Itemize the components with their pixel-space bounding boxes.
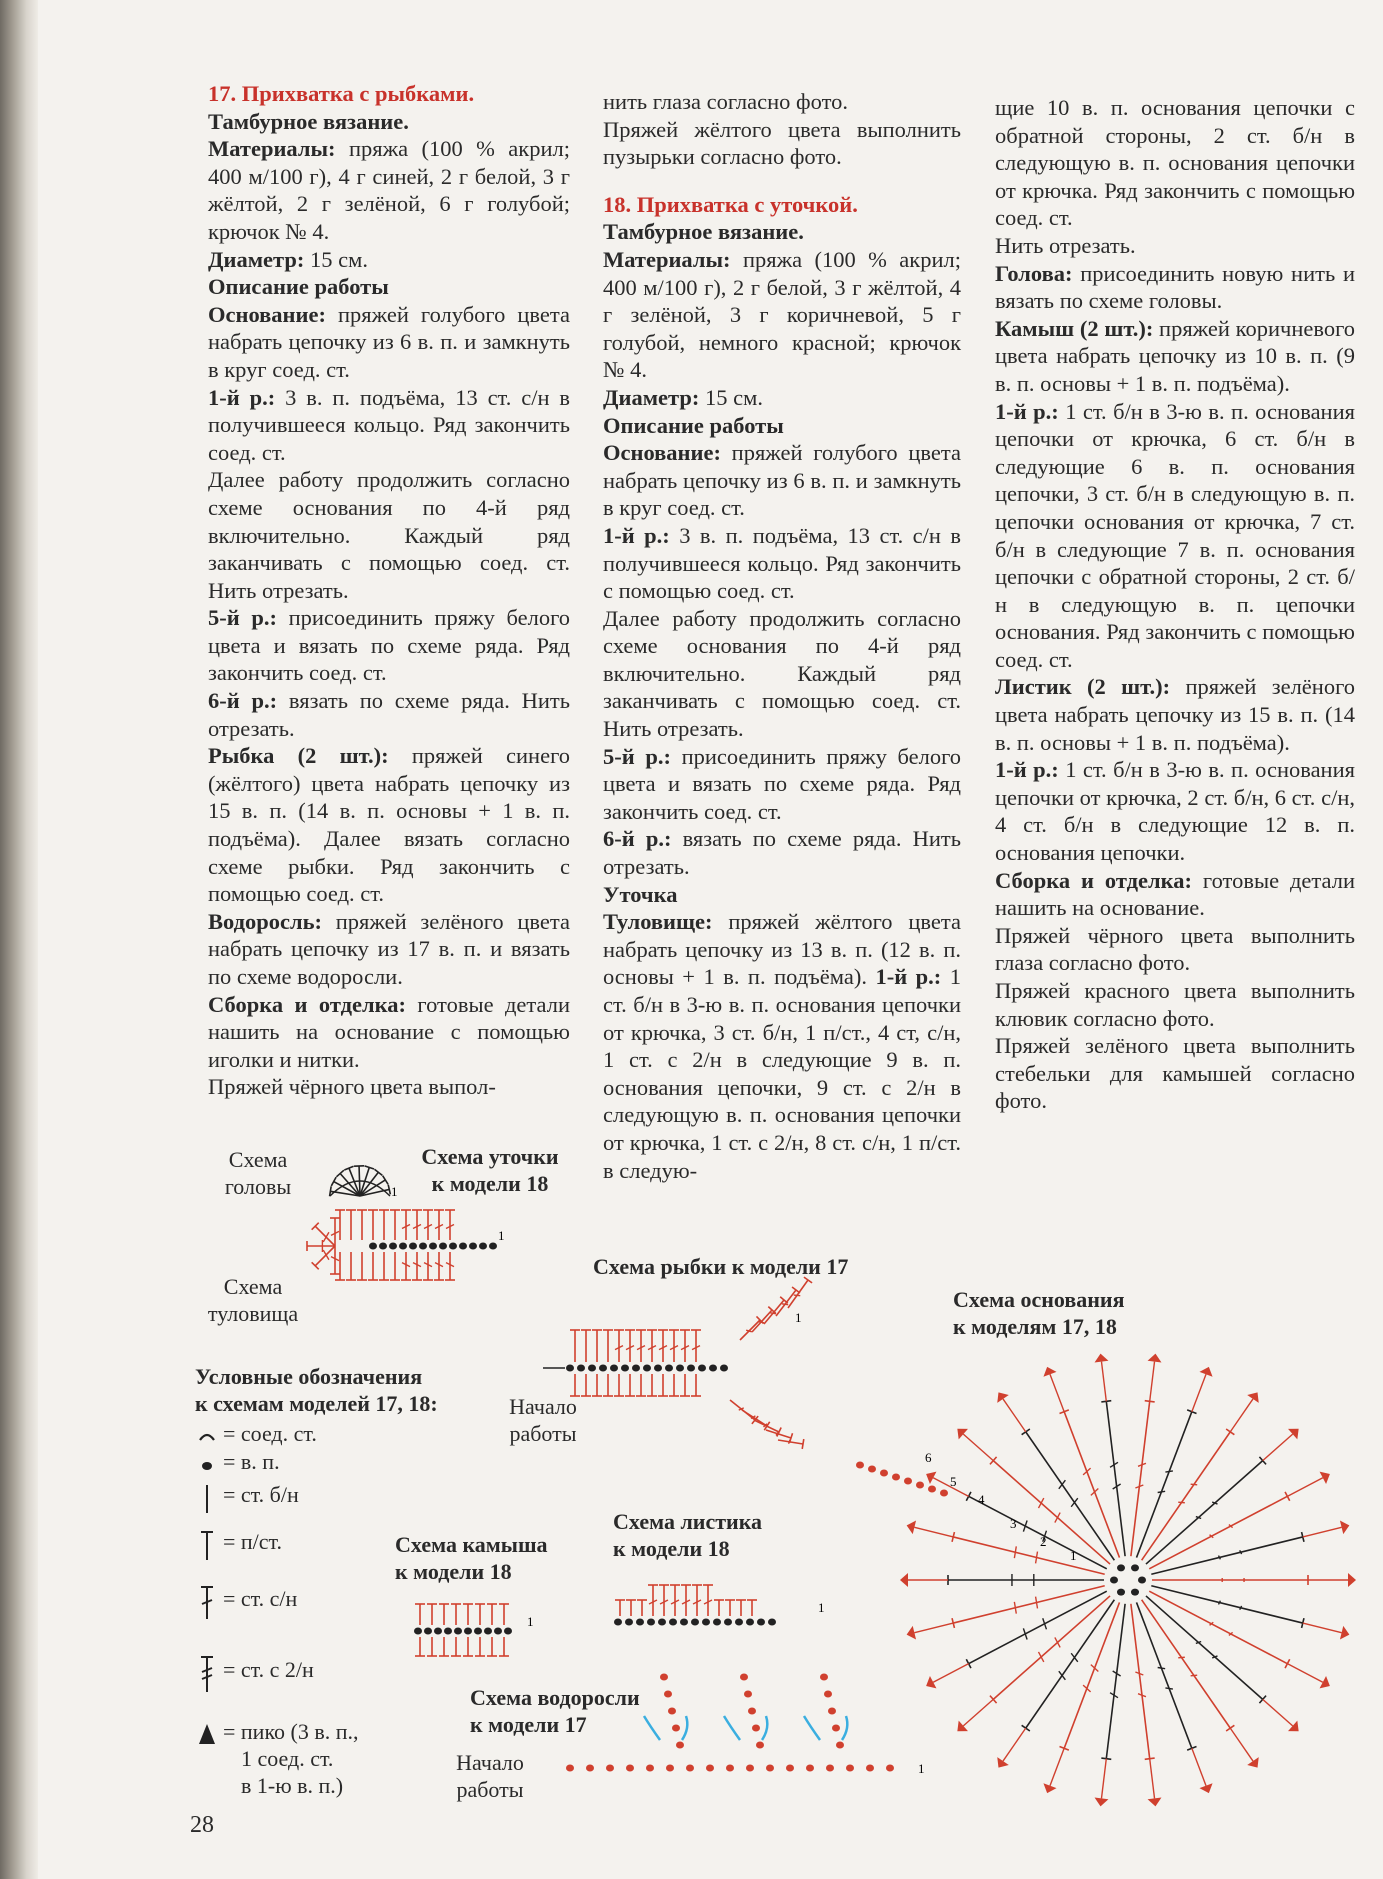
stitch (1142, 1600, 1231, 1728)
seaweed-start-label: Начало работы (456, 1750, 524, 1802)
stitch (788, 1280, 808, 1308)
legend-item-picot: = пико (3 в. п., (195, 1718, 359, 1754)
legend-item-chain: = в. п. (195, 1448, 280, 1484)
chain-stitch (494, 1628, 502, 1635)
stitch (315, 1246, 335, 1266)
chain-stitch (566, 1365, 574, 1372)
model-18-red-yarn: Пряжей красного цвета выполнить клювик согласно фото. (995, 978, 1355, 1031)
stitch-mark (1158, 1491, 1165, 1492)
model-17-row6: 6-й р.: вязать по схеме ряда. Нить отрезать. (208, 688, 570, 741)
picot (1288, 1429, 1299, 1440)
base-scheme-title: Схема основания к моделям 17, 18 (953, 1287, 1125, 1339)
chain-stitch (940, 1490, 948, 1497)
marker-base-row-4: 4 (978, 1492, 985, 1507)
stitch (1137, 1602, 1192, 1748)
chain-stitch (856, 1462, 864, 1469)
stitch (1137, 1412, 1192, 1558)
chain-stitch (439, 1243, 447, 1250)
model-18-row6: 6-й р.: вязать по схеме ряда. Нить отрезать. (603, 826, 961, 880)
marker-duck-body: 1 (498, 1228, 505, 1243)
leaf: Листик (2 шт.): пряжей зелёного цвета набрать цепочку из 15 в. п. (14 в. п. основы + 1 в. п. подъёма). (995, 674, 1355, 755)
cut-yarn: Нить отрезать. (995, 232, 1136, 258)
stitch-mark (1191, 1675, 1198, 1676)
page-number: 28 (190, 1812, 214, 1838)
stitch-mark (1038, 1498, 1043, 1508)
duck-head: Голова: присоединить новую нить и вязать по схеме головы. (995, 260, 1355, 314)
legend-item-treble-crochet: = ст. с 2/н (195, 1656, 314, 1692)
chain-stitch (469, 1243, 477, 1250)
seaweed-stitch (724, 1716, 740, 1740)
stitch (933, 1664, 968, 1683)
stitch (1303, 1527, 1342, 1537)
chain-stitch (886, 1765, 894, 1772)
chain-stitch (768, 1619, 776, 1626)
model-17-seaweed: Водоросль: пряжей зелёного цвета набрать цепочку из 17 в. п. и вязать по схеме водоросли. (208, 908, 570, 989)
stitch-mark (789, 1440, 790, 1444)
picot (957, 1721, 968, 1732)
duck-scheme-title: Схема уточки к модели 18 (421, 1144, 559, 1196)
chain-stitch (577, 1365, 585, 1372)
stitch (1263, 1434, 1293, 1461)
stitch-mark (758, 1321, 764, 1322)
legend-heading: Условные обозначения к схемам моделей 17, 18: (195, 1364, 438, 1416)
picot (1247, 1757, 1259, 1768)
stitch (764, 1300, 784, 1324)
chain-stitch (459, 1243, 467, 1250)
marker-reed: 1 (527, 1614, 534, 1629)
picot (1320, 1472, 1330, 1484)
stitch (1287, 1478, 1322, 1497)
chain-stitch (429, 1243, 437, 1250)
chain-stitch (654, 1365, 662, 1372)
stitch-mark (323, 1232, 329, 1242)
stitch-mark (1240, 1550, 1242, 1554)
marker-seaweed: 1 (918, 1761, 925, 1776)
stitch-top (383, 1176, 388, 1184)
model-18-desc-heading: Описание работы (603, 412, 784, 438)
stitch (1142, 1432, 1231, 1560)
legend-picot-cont-1: 1 соед. ст. (241, 1746, 334, 1771)
chain-stitch (666, 1765, 674, 1772)
chain-stitch (606, 1765, 614, 1772)
picot (997, 1392, 1009, 1403)
picot (1348, 1573, 1356, 1587)
model-18-continue: Далее работу продолжить согласно схеме основания по 4-й ряд включительно. Каждый ряд заканчивать с помощью соед. ст. Нить отрезать. (603, 605, 961, 742)
body-scheme-label: Схема туловища (207, 1274, 299, 1326)
seaweed-stitch (762, 1716, 767, 1740)
chain-stitch (625, 1619, 633, 1626)
chain-stitch (489, 1243, 497, 1250)
stitch-mark (1091, 1665, 1098, 1672)
stitch (1287, 1664, 1322, 1683)
stitch (776, 1290, 796, 1316)
stitch-mark (1038, 1652, 1043, 1662)
model-17-row5: 5-й р.: присоединить пряжу белого цвета и вязать по схеме ряда. Ряд закончить соед. ст. (208, 605, 570, 686)
chain-stitch (702, 1619, 710, 1626)
stitch-mark (1219, 1601, 1221, 1605)
model-18-title: 18. Прихватка с уточкой. (603, 191, 858, 217)
chain-stitch (686, 1765, 694, 1772)
stitch (1146, 1461, 1263, 1564)
chain-stitch (698, 1365, 706, 1372)
chain-stitch (379, 1243, 387, 1250)
marker-base-row-3: 3 (1010, 1516, 1017, 1531)
chain-stitch (806, 1765, 814, 1772)
stitch-mark (1219, 1556, 1221, 1560)
chain-stitch (687, 1365, 695, 1372)
reed-row1: 1-й р.: 1 ст. б/н в 3-ю в. п. основания цепочки от крючка, 6 ст. б/н в следующие 6 в. п. основания цепочки, 3 ст. б/н в следующую в. п. цепочки основания от крючка, 7 ст. б/н в следующие 7 в. п. основания цепочки с обратной стороны, 2 ст. б/н в следующую в. п. цепочки основания. Ряд закончить с помощью соед. ст. (995, 398, 1355, 672)
picot (926, 1472, 936, 1484)
chain-stitch (414, 1628, 422, 1635)
chain-stitch (868, 1466, 876, 1473)
chain-stitch (454, 1628, 462, 1635)
chain-stitch (444, 1628, 452, 1635)
chain-stitch (904, 1478, 912, 1485)
fish-start-label: Начало работы (509, 1394, 577, 1446)
chain-stitch (1131, 1564, 1139, 1571)
chain-stitch (658, 1619, 666, 1626)
chain-stitch (643, 1365, 651, 1372)
model-17-assembly: Сборка и отделка: готовые детали нашить на основание с помощью иголки и нитки. (208, 991, 570, 1072)
base-diagram (856, 1354, 1356, 1807)
model-18-assembly: Сборка и отделка: готовые детали нашить на основание. (995, 867, 1355, 921)
chain-stitch (836, 1742, 844, 1749)
duck-body: Туловище: пряжей жёлтого цвета набрать цепочку из 13 в. п. (12 в. п. основы + 1 в. п. подъёма). 1-й р.: 1 ст. б/н в 3-ю в. п. основания цепочки от крючка, 3 ст. б/н, 1 п/ст., 4 ст, с/н, 1 ст. с 2/н в следующие 9 в. п. основания цепочки, 9 ст. с 2/н в следующую в. п. основания цепочки от крючка, 1 ст. с 2/н, 8 ст. с/н, 1 п/ст. в следую- (603, 909, 962, 1183)
chain-stitch (846, 1765, 854, 1772)
chain-stitch (660, 1674, 668, 1681)
stitch-mark (1014, 1602, 1016, 1614)
model-17-technique: Тамбурное вязание. (208, 108, 409, 134)
stitch-mark (1091, 1489, 1098, 1496)
stitch (914, 1623, 953, 1633)
model-18-row1: 1-й р.: 3 в. п. подъёма, 13 ст. с/н в получившееся кольцо. Ряд закончить с помощью соед. ст. (603, 522, 961, 604)
stitch (1303, 1623, 1342, 1633)
row-markers (391, 1184, 1077, 1776)
chain-stitch (647, 1619, 655, 1626)
chain-stitch (599, 1365, 607, 1372)
legend-item-slip-stitch: = соед. ст. (195, 1420, 317, 1456)
stitch (1106, 1401, 1125, 1556)
stitch-mark (1036, 1552, 1038, 1564)
stitch-mark (1014, 1546, 1016, 1558)
marker-base-row-2: 2 (1040, 1534, 1047, 1549)
legend-item-single-crochet: = ст. б/н (195, 1481, 299, 1517)
marker-fish: 1 (795, 1310, 802, 1325)
legend-picot-cont-2: в 1-ю в. п.) (241, 1773, 344, 1798)
model-18-materials: Материалы: пряжа (100 % акрил; 400 м/100 г), 2 г белой, 3 г жёлтой, 4 г зелёной, 3 г коричневой, 5 г голубой, немного красной; крючок № 4. (603, 246, 961, 383)
chain-stitch (409, 1243, 417, 1250)
stitch (1003, 1399, 1026, 1432)
chain-stitch (820, 1674, 828, 1681)
chain-stitch (724, 1619, 732, 1626)
chain-stitch (726, 1765, 734, 1772)
chain-stitch (748, 1708, 756, 1715)
stitch (1263, 1699, 1293, 1726)
model-18-green-yarn: Пряжей зелёного цвета выполнить стебельки для камышей согласно фото. (995, 1033, 1355, 1114)
chain-stitch (464, 1628, 472, 1635)
chain-stitch (610, 1365, 618, 1372)
stitch-mark (1083, 1468, 1090, 1475)
stitch-mark (1191, 1484, 1198, 1485)
model-17-base: Основание: пряжей голубого цвета набрать цепочку из 6 в. п. и замкнуть в круг соед. ст. (208, 301, 570, 382)
chain-stitch (424, 1628, 432, 1635)
model-17-title: 17. Прихватка с рыбками. (208, 81, 475, 106)
chain-stitch (614, 1619, 622, 1626)
stitch (1101, 1362, 1106, 1402)
chain-stitch (928, 1486, 936, 1493)
seaweed-diagram (566, 1674, 894, 1772)
stitch-mark (323, 1250, 329, 1260)
model-17-materials: Материалы: пряжа (100 % акрил; 400 м/100 г), 4 г синей, 2 г белой, 3 г жёлтой, 2 г зелёной, 6 г голубой; крючок № 4. (208, 136, 570, 244)
chain-stitch (766, 1765, 774, 1772)
model-17-continue: Далее работу продолжить согласно схеме основания по 4-й ряд включительно. Каждый ряд заканчивать с помощью соед. ст. Нить отрезать. (208, 467, 570, 603)
chain-stitch (786, 1765, 794, 1772)
chain-stitch (1117, 1589, 1125, 1596)
stitch-mark (1055, 1637, 1060, 1647)
seaweed-stitch (644, 1716, 660, 1740)
model-18-base: Основание: пряжей голубого цвета набрать цепочку из 6 в. п. и замкнуть в круг соед. ст. (603, 440, 961, 521)
chain-stitch (828, 1708, 836, 1715)
stitch (1003, 1728, 1026, 1761)
stitch (1050, 1374, 1064, 1411)
legend-item-half-double: = п/ст. (195, 1528, 282, 1564)
picot (1320, 1676, 1330, 1688)
picot (1288, 1721, 1299, 1732)
chain-stitch (474, 1628, 482, 1635)
chain-stitch (892, 1474, 900, 1481)
model-17-diameter: Диаметр: 15 см. (208, 246, 368, 272)
model-18-technique: Тамбурное вязание. (603, 219, 804, 245)
legend-item-double-crochet: = ст. с/н (195, 1585, 297, 1621)
chain-stitch (1117, 1564, 1125, 1571)
leaf-row1: 1-й р.: 1 ст. б/н в 3-ю в. п. основания цепочки от крючка, 2 ст. б/н, 6 ст. с/н, 4 ст. б/н в следующие 12 в. п. основания цепочки. (995, 757, 1355, 866)
chain-stitch (691, 1619, 699, 1626)
model-18-black-yarn: Пряжей чёрного цвета выполнить глаза согласно фото. (995, 922, 1355, 976)
chain-stitch (665, 1365, 673, 1372)
chain-stitch (757, 1619, 765, 1626)
chain-stitch (720, 1365, 728, 1372)
stitch-mark (1036, 1597, 1038, 1609)
chain-stitch (369, 1243, 377, 1250)
stitch (1106, 1604, 1125, 1759)
reed: Камыш (2 шт.): пряжей коричневого цвета набрать цепочку из 10 в. п. (9 в. п. основы + 1 в. п. подъёма). (995, 315, 1355, 396)
model-18-row5: 5-й р.: присоединить пряжу белого цвета и вязать по схеме ряда. Ряд закончить соед. ст. (603, 743, 961, 824)
chain-stitch (709, 1365, 717, 1372)
chain-stitch (832, 1725, 840, 1732)
stitch (963, 1434, 993, 1461)
stitch (1131, 1401, 1150, 1556)
chain-stitch (636, 1619, 644, 1626)
seaweed-stitch (682, 1716, 687, 1740)
chain-stitch (668, 1708, 676, 1715)
reed-scheme-title: Схема камыша к модели 18 (395, 1532, 548, 1584)
chain-stitch (826, 1765, 834, 1772)
stitch-mark (1165, 1471, 1172, 1472)
stitch (914, 1527, 953, 1537)
model-17-eyes-cont: нить глаза согласно фото. (603, 89, 848, 114)
stitch (993, 1596, 1110, 1699)
reed-diagram (414, 1604, 512, 1656)
stitch-mark (1158, 1667, 1165, 1668)
picot (1148, 1798, 1162, 1807)
chain-stitch (746, 1765, 754, 1772)
stitch (1192, 1374, 1206, 1411)
stitch (963, 1699, 993, 1726)
stitch (1026, 1600, 1115, 1728)
chain-stitch (419, 1243, 427, 1250)
stitch-mark (1055, 1513, 1060, 1523)
fish-scheme-title: Схема рыбки к модели 17 (593, 1254, 849, 1279)
seaweed-scheme-title: Схема водоросли к модели 17 (470, 1685, 640, 1737)
picot (1247, 1392, 1259, 1403)
chain-stitch (676, 1742, 684, 1749)
duck-body-cont: щие 10 в. п. основания цепочки с обратной стороны, 2 ст. б/н в следующую в. п. основания цепочки от крючка. Ряд закончить с помощью соед. ст. (995, 95, 1355, 231)
model-17-yellow-yarn: Пряжей жёлтого цвета выполнить пузырьки согласно фото. (603, 116, 961, 170)
stitch-top (804, 1277, 812, 1283)
stitch (993, 1461, 1110, 1564)
stitch-mark (1165, 1688, 1172, 1689)
stitch-mark (1240, 1606, 1242, 1610)
chain-stitch (1138, 1577, 1146, 1584)
stitch-mark (1178, 1502, 1185, 1503)
chain-stitch (389, 1243, 397, 1250)
stitch-mark (746, 1330, 752, 1332)
stitch (1131, 1604, 1150, 1759)
seaweed-stitch (804, 1716, 820, 1740)
stitch (1150, 1362, 1155, 1402)
stitch (315, 1226, 335, 1246)
chain-stitch (399, 1243, 407, 1250)
head-scheme-label: Схема головы (224, 1147, 292, 1199)
chain-stitch (479, 1243, 487, 1250)
stitch (1192, 1748, 1206, 1785)
chain-stitch (866, 1765, 874, 1772)
model-17-black-yarn: Пряжей чёрного цвета выпол- (208, 1074, 496, 1100)
chain-stitch (586, 1765, 594, 1772)
picot (1095, 1354, 1109, 1363)
chain-stitch (744, 1691, 752, 1698)
model-18-diameter: Диаметр: 15 см. (603, 384, 763, 410)
duck-body-diagram (307, 1210, 497, 1280)
marker-base-row-1: 1 (1070, 1548, 1077, 1563)
chain-stitch (672, 1725, 680, 1732)
stitch (1230, 1728, 1253, 1761)
chain-stitch (824, 1691, 832, 1698)
picot (926, 1676, 936, 1688)
chain-stitch (504, 1628, 512, 1635)
chain-stitch (680, 1619, 688, 1626)
chain-stitch (735, 1619, 743, 1626)
chain-stitch (621, 1365, 629, 1372)
stitch (1050, 1748, 1064, 1785)
stitch (1150, 1759, 1155, 1799)
leaf-scheme-title: Схема листика к модели 18 (613, 1509, 763, 1561)
chain-stitch (880, 1470, 888, 1477)
fish-diagram (543, 1277, 812, 1449)
chain-stitch (1131, 1589, 1139, 1596)
stitch-mark (782, 1304, 788, 1305)
chain-stitch (588, 1365, 596, 1372)
duck-head-diagram (330, 1166, 391, 1196)
marker-duck-head: 1 (391, 1184, 398, 1199)
picot (1095, 1798, 1109, 1807)
duck-heading: Уточка (603, 881, 678, 907)
stitch (1230, 1399, 1253, 1432)
seaweed-stitch (842, 1716, 847, 1740)
chain-stitch (676, 1365, 684, 1372)
stitch-mark (1178, 1657, 1185, 1658)
chain-stitch (626, 1765, 634, 1772)
stitch-top (802, 1439, 804, 1449)
stitch (752, 1310, 772, 1332)
stitch-mark (1083, 1685, 1090, 1692)
stitch-top (374, 1169, 382, 1175)
stitch (1146, 1596, 1263, 1699)
stitch (1064, 1602, 1119, 1748)
chain-stitch (756, 1742, 764, 1749)
chain-stitch (449, 1243, 457, 1250)
chain-stitch (740, 1674, 748, 1681)
stitch-mark (794, 1295, 801, 1296)
chain-stitch (664, 1691, 672, 1698)
chain-stitch (752, 1725, 760, 1732)
chain-stitch (669, 1619, 677, 1626)
stitch (1064, 1412, 1119, 1558)
stitch-top (331, 1177, 336, 1186)
model-17-desc-heading: Описание работы (208, 274, 389, 300)
model-17-row1: 1-й р.: 3 в. п. подъёма, 13 ст. с/н в получившееся кольцо. Ряд закончить соед. ст. (208, 384, 570, 465)
stitch (740, 1320, 760, 1340)
chain-stitch (646, 1765, 654, 1772)
chain-stitch (1110, 1577, 1118, 1584)
marker-base-row-6: 6 (925, 1450, 932, 1465)
picot (997, 1757, 1009, 1768)
chain-stitch (706, 1765, 714, 1772)
marker-base-row-5: 5 (950, 1474, 957, 1489)
chain-stitch (484, 1628, 492, 1635)
chain-stitch (434, 1628, 442, 1635)
chain-stitch (916, 1482, 924, 1489)
model-17-fish: Рыбка (2 шт.): пряжей синего (жёлтого) цвета набрать цепочку из 15 в. п. (14 в. п. основы + 1 в. п. подъёма). Далее вязать согласно схеме рыбки. Ряд закончить с помощью соед. ст. (208, 743, 570, 907)
picot (900, 1573, 908, 1587)
stitch (1101, 1759, 1106, 1799)
chain-stitch (566, 1765, 574, 1772)
chain-stitch (632, 1365, 640, 1372)
chain-stitch (713, 1619, 721, 1626)
leaf-diagram (614, 1585, 776, 1626)
picot (1148, 1354, 1162, 1363)
marker-leaf: 1 (818, 1600, 825, 1615)
chain-stitch (746, 1619, 754, 1626)
picot (957, 1429, 968, 1440)
